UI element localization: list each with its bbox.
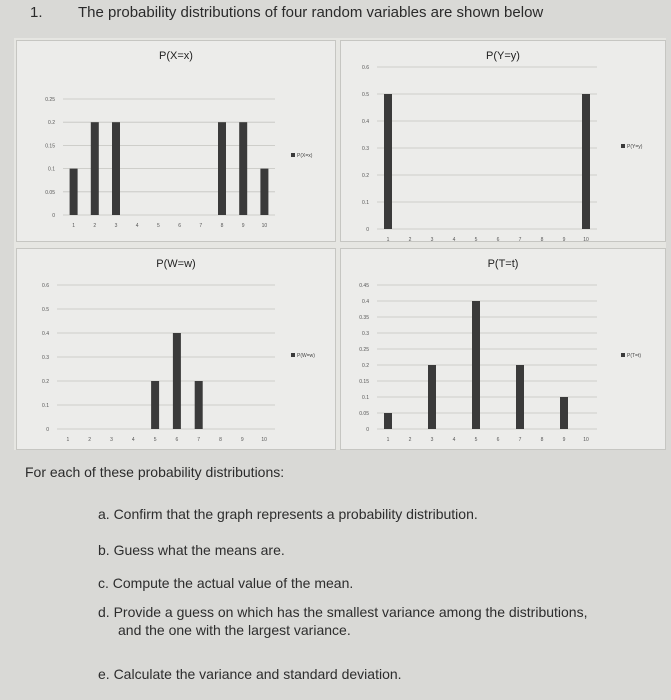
bar [472,301,480,429]
x-tick-label: 3 [430,437,434,443]
legend-label: P(T=t) [627,353,642,359]
item-c: c. Compute the actual value of the mean. [98,575,354,591]
x-tick-label: 9 [562,237,566,241]
x-tick-label: 10 [261,223,268,229]
y-tick-label: 0.6 [362,65,369,71]
y-tick-label: 0.2 [362,173,369,179]
legend-swatch [291,153,295,157]
chart-title: P(Y=y) [486,50,520,62]
y-tick-label: 0.35 [359,315,369,321]
item-e: e. Calculate the variance and standard deviation. [98,666,402,682]
x-tick-label: 7 [518,437,522,443]
bar [516,365,524,429]
x-tick-label: 8 [219,437,222,443]
item-d: d. Provide a guess on which has the smallest variance among the distributions, [98,604,588,620]
bar [428,365,436,429]
x-tick-label: 1 [386,437,390,443]
y-tick-label: 0.15 [359,379,369,385]
x-tick-label: 4 [452,437,456,443]
y-tick-label: 0.15 [45,143,55,150]
x-tick-label: 10 [583,437,589,443]
x-tick-label: 2 [88,437,92,443]
x-tick-label: 3 [430,237,434,241]
y-tick-label: 0.05 [359,411,369,417]
y-tick-label: 0.1 [48,166,55,173]
item-b: b. Guess what the means are. [98,542,285,558]
bar [384,94,392,229]
y-tick-label: 0.6 [42,283,49,289]
x-tick-label: 9 [241,223,245,229]
x-tick-label: 6 [178,223,181,229]
bar [582,94,590,229]
chart-p-t-svg [341,249,665,449]
x-tick-label: 3 [110,437,113,443]
x-tick-label: 5 [474,437,478,443]
charts-panel [14,38,666,450]
x-tick-label: 10 [583,237,589,241]
x-tick-label: 1 [72,223,75,229]
x-tick-label: 2 [408,237,412,241]
bar [560,397,568,429]
chart-p-x [16,40,336,242]
chart-title: P(T=t) [487,258,519,270]
x-tick-label: 1 [386,237,390,241]
x-tick-label: 6 [496,437,500,443]
bar [112,122,120,215]
x-tick-label: 8 [540,437,544,443]
chart-title: P(X=x) [159,50,193,62]
intro-text: The probability distributions of four random variables are shown below [78,4,544,21]
chart-p-w-svg [17,249,335,449]
x-tick-label: 7 [199,223,203,229]
chart-p-y [340,40,666,242]
x-tick-label: 7 [518,237,522,241]
y-tick-label: 0.2 [362,363,369,369]
chart-p-w [16,248,336,450]
x-tick-label: 8 [540,237,544,241]
x-tick-label: 3 [114,223,118,229]
item-d-continued: and the one with the largest variance. [118,622,351,638]
y-tick-label: 0.5 [362,92,369,98]
y-tick-label: 0 [46,427,49,433]
y-tick-label: 0.1 [362,200,369,206]
x-tick-label: 6 [496,237,500,241]
chart-p-t [340,248,666,450]
legend-swatch [621,353,625,357]
bar [151,381,159,429]
y-tick-label: 0.3 [42,355,49,361]
x-tick-label: 4 [131,437,135,443]
y-tick-label: 0.25 [45,97,55,103]
x-tick-label: 9 [562,437,566,443]
chart-p-y-svg [341,41,665,241]
y-tick-label: 0.4 [362,299,369,305]
x-tick-label: 8 [220,223,224,229]
instructions-text: For each of these probability distributions: [25,464,285,480]
legend-swatch [291,353,295,357]
y-tick-label: 0 [52,213,55,219]
x-tick-label: 4 [135,223,139,229]
bar [91,122,99,215]
y-tick-label: 0.05 [45,189,55,196]
y-tick-label: 0.1 [42,403,49,409]
legend-label: P(Y=y) [627,144,643,150]
x-tick-label: 9 [240,437,244,443]
x-tick-label: 5 [153,437,157,443]
y-tick-label: 0.1 [362,395,369,401]
bar [173,333,181,429]
x-tick-label: 10 [261,437,267,443]
y-tick-label: 0.3 [362,331,369,337]
x-tick-label: 5 [157,223,160,229]
legend-swatch [621,144,625,148]
y-tick-label: 0.45 [359,283,369,289]
item-a: a. Confirm that the graph represents a probability distribution. [98,506,478,522]
y-tick-label: 0.2 [48,120,55,127]
y-tick-label: 0 [366,427,369,433]
x-tick-label: 5 [474,237,478,241]
bar [384,413,392,429]
y-tick-label: 0.3 [362,146,369,152]
bar [260,169,268,215]
legend-label: P(W=w) [297,353,315,359]
y-tick-label: 0.4 [362,119,369,125]
bar [195,381,203,429]
bar [70,169,78,215]
x-tick-label: 4 [452,237,456,241]
chart-title: P(W=w) [156,258,196,270]
y-tick-label: 0.5 [42,307,49,313]
y-tick-label: 0.25 [359,347,369,353]
bar [239,122,247,215]
y-tick-label: 0 [366,227,369,233]
bar [218,122,226,215]
x-tick-label: 6 [175,437,179,443]
x-tick-label: 2 [93,223,97,229]
x-tick-label: 1 [66,437,70,443]
x-tick-label: 2 [408,437,412,443]
legend-label: P(X=x) [297,153,313,159]
y-tick-label: 0.2 [42,379,49,385]
question-number: 1. [30,4,43,21]
y-tick-label: 0.4 [42,331,49,337]
chart-p-x-svg [17,41,335,241]
x-tick-label: 7 [197,437,201,443]
